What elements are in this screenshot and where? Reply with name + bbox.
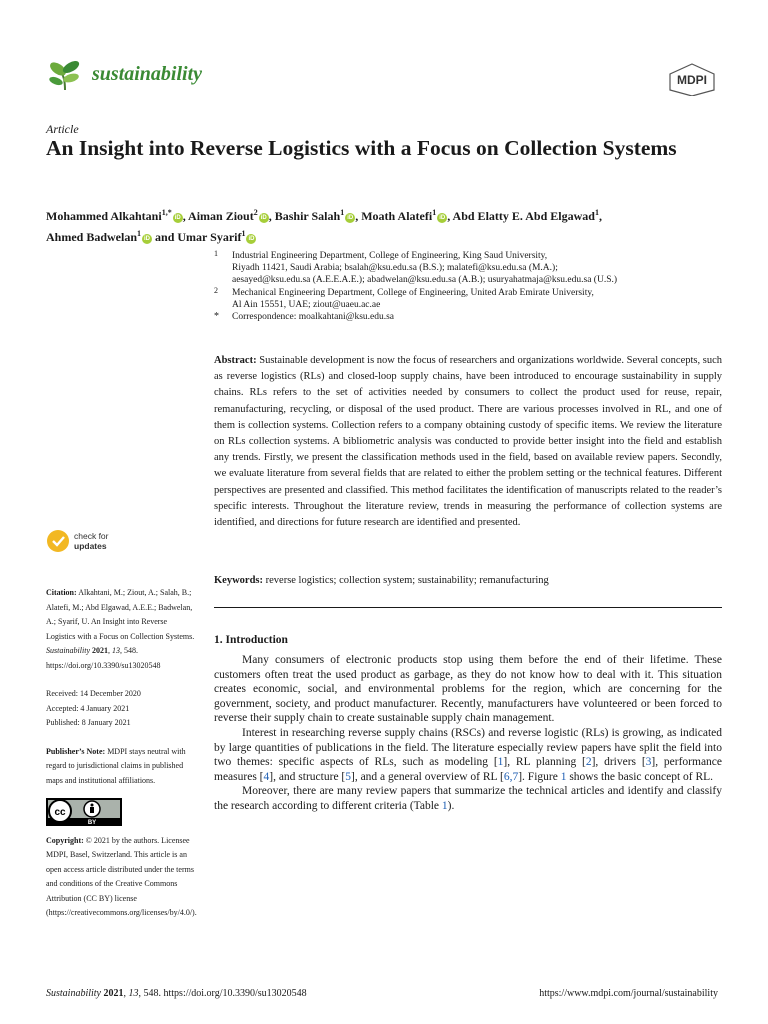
author-list	[46, 204, 726, 246]
author-affiliation-mark: 1,*	[161, 208, 172, 217]
citation-text: Alkahtani, M.; Ziout, A.; Salah, B.; Alatefi, M.; Abd Elgawad, A.E.E.; Badwelan, A.; Syarif, U. An Insight into Reverse Logistics with a Focus on Collection Systems.	[46, 588, 195, 641]
paragraph: Interest in researching reverse supply chains (RSCs) and reverse logistic (RLs) is growing, as indicated by large quantities of publications in the field. The literature especially review papers have split the field into two themes: specific aspects of RLs, such as modeling [1], RL planning [2], drivers [3], performance measures [4], and structure [5], and a general overview of RL [6,7]. Figure 1 shows the basic concept of RL.	[214, 726, 723, 783]
affiliation-line: Al Ain 15551, UAE; ziout@uaeu.ac.ae	[232, 299, 381, 310]
journal-name: sustainability	[92, 63, 203, 85]
cc-by-license-icon[interactable]	[46, 798, 122, 826]
abstract	[214, 353, 722, 531]
copyright-text: © 2021 by the authors. Licensee MDPI, Basel, Switzerland. This article is an open access article distributed under the terms and conditions of the Creative Commons Attribution (CC BY) license (https://creativecommons.org/licenses/by/4.0/).	[46, 835, 197, 917]
reference-link[interactable]: 3	[645, 756, 652, 769]
copyright	[46, 834, 196, 921]
footer-journal: Sustainability	[46, 988, 101, 999]
article-title: An Insight into Reverse Logistics with a Focus on Collection Systems	[46, 136, 677, 160]
author-affiliation-mark: 1	[241, 229, 246, 238]
author-affiliation-mark: 1	[340, 208, 345, 217]
orcid-icon[interactable]: iD	[248, 236, 255, 242]
keywords-text: reverse logistics; collection system; sustainability; remanufacturing	[265, 575, 549, 586]
footer-doi[interactable]: , 548. https://doi.org/10.3390/su13020548	[138, 988, 307, 999]
citation-journal: Sustainability	[46, 646, 90, 655]
affiliation	[214, 311, 714, 323]
author-name: Ahmed Badwelan	[46, 230, 138, 244]
orcid-icon[interactable]: iD	[144, 236, 151, 242]
citation-year: 2021	[92, 646, 108, 655]
reference-link[interactable]: 4	[263, 770, 270, 783]
author-name: Bashir Salah	[274, 209, 341, 223]
section-heading: 1. Introduction	[214, 634, 288, 646]
keywords-label: Keywords:	[214, 575, 263, 586]
copyright-label: Copyright:	[46, 835, 84, 845]
affiliation-mark: 2	[214, 285, 218, 295]
affiliations	[214, 250, 714, 323]
received-date: Received: 14 December 2020	[46, 689, 141, 698]
author-separator: ,	[598, 209, 602, 223]
published-date: Published: 8 January 2021	[46, 718, 131, 727]
author-separator: ,	[447, 209, 453, 223]
affiliation	[214, 250, 714, 287]
author-separator: ,	[355, 209, 362, 223]
author-separator: ,	[268, 209, 275, 223]
author-separator: and	[152, 230, 178, 244]
citation: Citation: Alkahtani, M.; Ziout, A.; Salah, B.; Alatefi, M.; Abd Elgawad, A.E.E.; Badwelan, A.; Syarif, U. An Insight into Reverse Logistics with a Focus on Collection Systems. Sustainability 2021, 13, 548. https://doi.org/10.3390/su13020548	[46, 588, 195, 670]
author-separator: ,	[182, 209, 189, 223]
affiliation-mark: *	[214, 311, 219, 323]
footer-volume: 13	[128, 988, 139, 999]
check-updates-line1: check for	[74, 531, 109, 541]
article-type: Article	[46, 122, 79, 136]
citation-label: Citation:	[46, 588, 77, 597]
sidebar	[46, 586, 196, 921]
author-affiliation-mark: 1	[594, 208, 599, 217]
divider	[214, 607, 722, 608]
reference-link[interactable]: 2	[585, 756, 592, 769]
author-name: Umar Syarif	[177, 230, 242, 244]
publisher-note	[46, 745, 196, 789]
affiliation	[214, 287, 714, 311]
author-affiliation-mark: 2	[253, 208, 258, 217]
cc-label: cc	[54, 807, 66, 818]
orcid-icon[interactable]: iD	[347, 215, 354, 221]
accepted-date: Accepted: 4 January 2021	[46, 703, 130, 713]
author-affiliation-mark: 1	[137, 229, 142, 238]
check-for-updates-badge[interactable]	[46, 528, 156, 554]
author-affiliation-mark: 1	[432, 208, 437, 217]
mdpi-logo-icon	[666, 62, 718, 96]
publisher-note-text: MDPI stays neutral with regard to jurisdictional claims in published maps and institutional affiliations.	[46, 746, 186, 785]
publisher-note-label: Publisher’s Note:	[46, 746, 106, 756]
keywords	[214, 574, 722, 588]
affiliation-line: Riyadh 11421, Saudi Arabia; bsalah@ksu.edu.sa (B.S.); malatefi@ksu.edu.sa (M.A.);	[232, 263, 558, 274]
table-link[interactable]: 1	[441, 799, 448, 812]
affiliation-line: Mechanical Engineering Department, College of Engineering, United Arab Emirate University,	[232, 287, 594, 298]
figure-link[interactable]: 1	[560, 770, 567, 783]
paragraph: Moreover, there are many review papers that summarize the technical articles and identify and classify the research according to different criteria (Table 1).	[214, 785, 722, 812]
author-name: Mohammed Alkahtani	[46, 209, 162, 223]
affiliation-line: Industrial Engineering Department, College of Engineering, King Saud University,	[232, 251, 548, 261]
affiliation-line: aesayed@ksu.edu.sa (A.E.E.A.E.); abadwelan@ksu.edu.sa (A.B.); usuryahatmaja@ksu.edu.sa (U.S.)	[232, 275, 618, 286]
author-name: Aiman Ziout	[188, 209, 254, 223]
abstract-text: Sustainable development is now the focus of researchers and organizations worldwide. Several concepts, such as reverse logistics (RLs) and closed-loop supply chains, have been introduced to encourage sustainability in supply chains. RLs refers to the set of activities needed by consumers to collect the product used for reuse, repair, remanufacturing, recycling, or disposal of the used product. There are various processes involved in RL, and one of them is collection systems. Collection refers to a company obtaining custody of specific items. We review the literature on RLs collection systems. A bibliometric analysis was conducted to provide better insight into the field and establish any trends. Firstly, we present the classification methods used in the field, based on available review papers. Secondly, we evaluate literature from several fields that are related to either the problem setting or the technical features. Different perspectives are presented and classified. This method facilitates the identification of manuscripts related to the reader’s specific interests. Throughout the literature review, trends in measuring the performance of collection systems are identified, and directions for future research are identified and presented.	[214, 355, 723, 529]
author-name: Moath Alatefi	[361, 209, 433, 223]
cc-by-label: BY	[87, 820, 97, 826]
reference-link[interactable]: 5	[345, 770, 351, 783]
reference-link[interactable]: 1	[497, 756, 504, 769]
paragraph: Many consumers of electronic products stop using them before the end of their lifetime. These customers often treat the used product as garbage, as they do not know how to deal with it. This situation creates economic, social, and environmental problems for the region, which are concerning for the government, society, and product manufacturer. Recently, manufacturers have volunteered or been forced to reverse their supply chain to create sustainable supply chain management.	[214, 654, 722, 725]
check-updates-line2: updates	[74, 541, 107, 551]
affiliation-line: Correspondence: moalkahtani@ksu.edu.sa	[232, 312, 395, 323]
abstract-label: Abstract:	[214, 355, 257, 366]
affiliation-mark: 1	[214, 249, 218, 258]
orcid-icon[interactable]: iD	[260, 215, 267, 221]
footer-year: 2021	[103, 988, 124, 999]
citation-doi[interactable]: , 548. https://doi.org/10.3390/su13020548	[46, 646, 161, 670]
body-text	[214, 653, 722, 814]
footer-journal-url[interactable]: https://www.mdpi.com/journal/sustainability	[539, 988, 718, 999]
reference-link[interactable]: 6,7	[503, 770, 519, 783]
citation-volume: 13	[112, 646, 120, 655]
orcid-icon[interactable]: iD	[174, 215, 181, 221]
journal-leaf-logo-icon	[46, 56, 84, 94]
publisher-name: MDPI	[677, 73, 707, 87]
author-name: Abd Elatty E. Abd Elgawad	[452, 209, 595, 223]
orcid-icon[interactable]: iD	[439, 215, 446, 221]
footer-citation: Sustainability 2021, 13, 548. https://doi.org/10.3390/su13020548	[46, 988, 307, 999]
